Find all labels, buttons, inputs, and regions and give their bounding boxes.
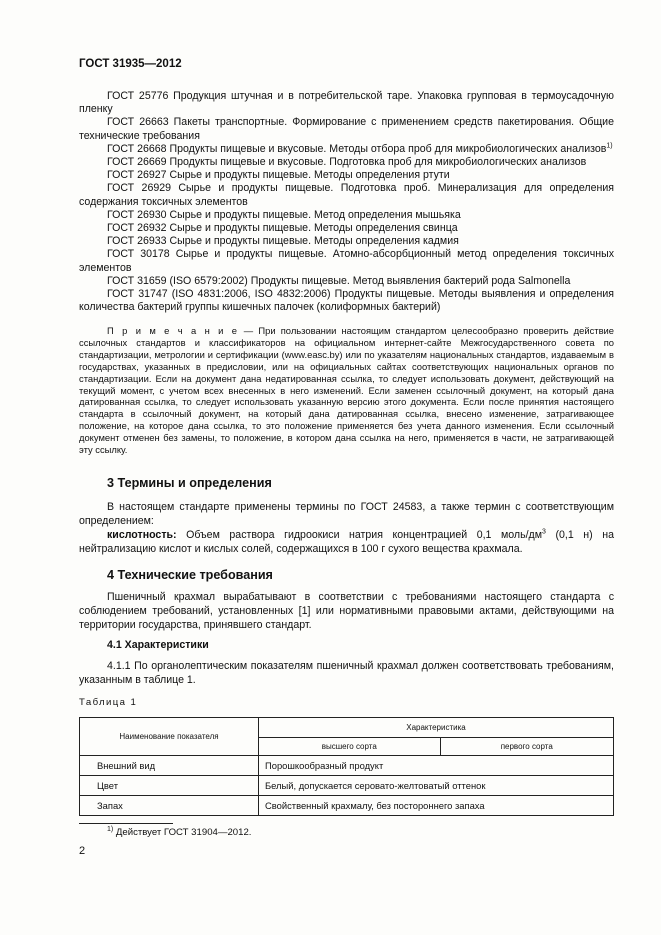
table-cell-name: Внешний вид [80, 756, 259, 776]
reference-item: ГОСТ 26668 Продукты пищевые и вкусовые. Методы отбора проб для микробиологических анализов$^{1)}$ [107, 142, 613, 155]
term: кислотность: [107, 529, 177, 541]
table-header-group: Характеристика [259, 718, 614, 738]
table-cell-value: Белый, допускается серовато-желтоватый оттенок [259, 776, 614, 796]
footnote-ref: 1) [606, 142, 613, 150]
subsection-4-1-heading: 4.1 Характеристики [107, 639, 209, 651]
section-3-body [79, 500, 614, 556]
reference-item: ГОСТ 26663 Пакеты транспортные. Формирование с применением средств пакетирования. Общие технические требования [79, 116, 614, 142]
note-label: П р и м е ч а н и е [107, 325, 239, 336]
clause-4-1-1: 4.1.1 По органолептическим показателям пшеничный крахмал должен соответствовать требованиям, указанным в таблице 1. [79, 660, 614, 686]
table-cell-value: Порошкообразный продукт [259, 756, 614, 776]
table-header-name: Наименование показателя [80, 718, 259, 756]
section-3-heading: 3 Термины и определения [107, 476, 272, 490]
footnote: $^{1)}$ Действует ГОСТ 31904—2012. [107, 825, 252, 838]
term-definition: кислотность: Объем раствора гидроокиси натрия концентрацией 0,1 моль/$дм^3$ (0,1 н) на нейтрализацию кислот и кислых солей, содержащихся в 100 г сухого вещества крахмала. [79, 528, 614, 555]
table-row [80, 756, 614, 776]
table-row [80, 776, 614, 796]
reference-item: ГОСТ 31659 (ISO 6579:2002) Продукты пищевые. Метод выявления бактерий рода Salmonella [107, 274, 571, 287]
section-3-intro: В настоящем стандарте применены термины по ГОСТ 24583, а также термин с соответствующим определением: [79, 501, 614, 527]
section-4-intro: Пшеничный крахмал вырабатывают в соответствии с требованиями настоящего стандарта с соблюдением требований, установленных [1] или нормативными правовыми актами, действующими на территории государства, принявшего стандарт. [79, 591, 614, 631]
references-note [79, 325, 614, 456]
table-header-grade1: высшего сорта [259, 738, 441, 756]
section-4-heading: 4 Технические требования [107, 568, 273, 582]
reference-item: ГОСТ 26932 Сырье и продукты пищевые. Методы определения свинца [107, 222, 458, 235]
table-caption: Таблица 1 [79, 697, 138, 708]
table-row [80, 796, 614, 816]
reference-item: ГОСТ 25776 Продукция штучная и в потребительской таре. Упаковка групповая в термоусадочную пленку [79, 90, 614, 116]
reference-item: ГОСТ 26933 Сырье и продукты пищевые. Методы определения кадмия [107, 235, 459, 248]
footnote-divider [79, 823, 173, 824]
reference-item: ГОСТ 31747 (ISO 4831:2006, ISO 4832:2006) Продукты пищевые. Методы выявления и определения количества бактерий группы кишечных палочек (колиформных бактерий) [79, 288, 614, 314]
note-text: — При пользовании настоящим стандартом целесообразно проверить действие ссылочных стандартов и классификаторов на официальном интернет-сайте Межгосударственного совета по стандартизации, метрологии и сертификации (www.easc.by) или по указателям национальных стандартов, издаваемым в государствах, указанных в предисловии, или на официальных сайтах соответствующих национальных органов по стандартизации. Если на документ дана недатированная ссылка, то следует использовать документ, действующий на текущий момент, с учетом всех внесенных в него изменений. Если заменен ссылочный документ, на который дана датированная ссылка, то следует использовать указанную версию этого документа. Если после принятия настоящего стандарта в ссылочный документ, на который дана датированная ссылка, внесено изменение, затрагивающее положение, на которое дана ссылка, то это положение применяется без учета данного изменения. Если ссылочный документ отменен без замены, то положение, в котором дана ссылка на него, применяется в части, не затрагивающей эту ссылку. [79, 325, 614, 456]
organoleptic-table [79, 717, 614, 816]
table-header-grade2: первого сорта [440, 738, 614, 756]
reference-item: ГОСТ 26929 Сырье и продукты пищевые. Подготовка проб. Минерализация для определения содержания токсичных элементов [79, 182, 614, 208]
reference-item: ГОСТ 30178 Сырье и продукты пищевые. Атомно-абсорбционный метод определения токсичных элементов [79, 248, 614, 274]
table-cell-name: Цвет [80, 776, 259, 796]
document-header: ГОСТ 31935—2012 [79, 58, 182, 70]
reference-item: ГОСТ 26927 Сырье и продукты пищевые. Методы определения ртути [107, 169, 450, 182]
normative-references-list [79, 90, 614, 314]
page-number: 2 [79, 845, 86, 857]
reference-item: ГОСТ 26930 Сырье и продукты пищевые. Метод определения мышьяка [107, 208, 461, 221]
reference-item: ГОСТ 26669 Продукты пищевые и вкусовые. Подготовка проб для микробиологических анализов [107, 156, 587, 169]
table-cell-name: Запах [80, 796, 259, 816]
table-cell-value: Свойственный крахмалу, без постороннего запаха [259, 796, 614, 816]
